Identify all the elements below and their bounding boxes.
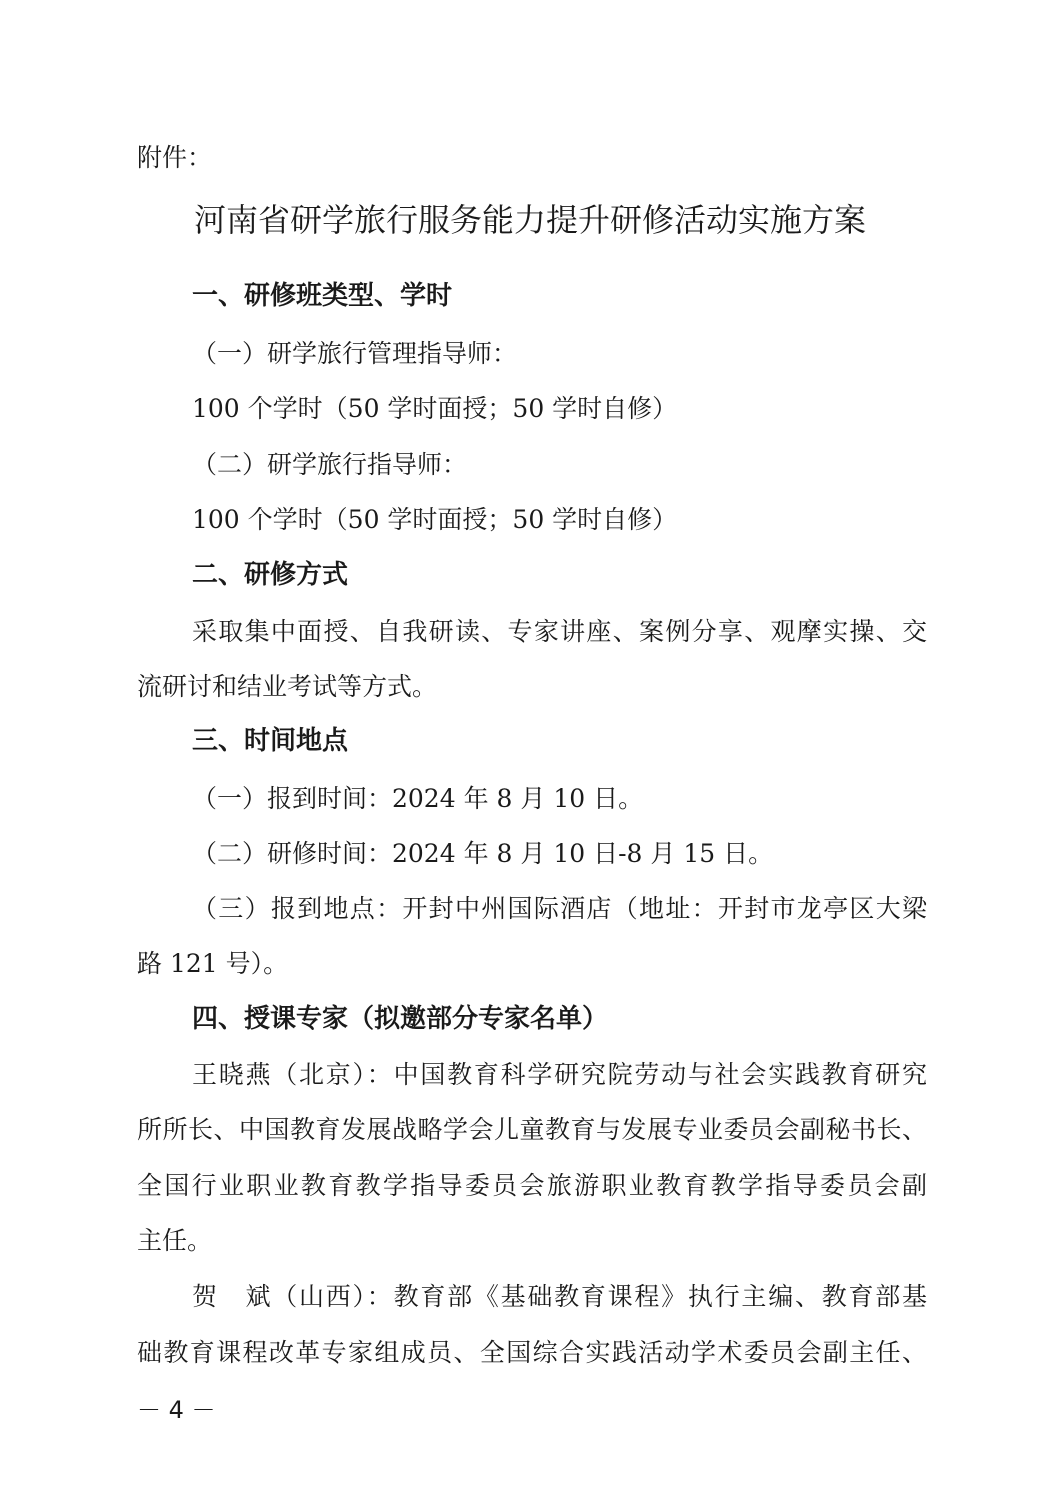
section-1-heading: 一、研修班类型、学时 <box>192 281 453 311</box>
expert-2-line-2: 础教育课程改革专家组成员、全国综合实践活动学术委员会副主任、 <box>137 1338 927 1367</box>
section-1-item-2-body: 100 个学时（50 学时面授；50 学时自修） <box>192 505 678 534</box>
section-2-heading: 二、研修方式 <box>192 560 349 590</box>
document-title: 河南省研学旅行服务能力提升研修活动实施方案 <box>193 201 866 239</box>
expert-1-line-4: 主任。 <box>137 1226 213 1255</box>
section-1-item-1-title: （一）研学旅行管理指导师： <box>192 339 518 368</box>
section-2-paragraph-line-1: 采取集中面授、自我研读、专家讲座、案例分享、观摩实操、交 <box>192 617 927 646</box>
section-3-item-2: （二）研修时间：2024 年 8 月 10 日-8 月 15 日。 <box>192 839 774 868</box>
expert-1-line-3: 全国行业职业教育教学指导委员会旅游职业教育教学指导委员会副 <box>137 1171 927 1200</box>
section-1-item-1-body: 100 个学时（50 学时面授；50 学时自修） <box>192 394 678 423</box>
section-2-paragraph-line-2: 流研讨和结业考试等方式。 <box>137 672 438 701</box>
expert-2-line-1: 贺 斌（山西）：教育部《基础教育课程》执行主编、教育部基 <box>192 1282 927 1311</box>
section-3-heading: 三、时间地点 <box>192 726 349 756</box>
section-3-item-3-line-2: 路 121 号）。 <box>137 949 289 978</box>
expert-1-line-2: 所所长、中国教育发展战略学会儿童教育与发展专业委员会副秘书长、 <box>137 1115 927 1144</box>
attachment-label: 附件： <box>137 143 213 172</box>
section-3-item-1: （一）报到时间：2024 年 8 月 10 日。 <box>192 784 644 813</box>
section-3-item-3-line-1: （三）报到地点：开封中州国际酒店（地址：开封市龙亭区大梁 <box>192 894 927 923</box>
expert-1-line-1: 王晓燕（北京）：中国教育科学研究院劳动与社会实践教育研究 <box>192 1060 927 1089</box>
section-1-item-2-title: （二）研学旅行指导师： <box>192 450 468 479</box>
section-4-heading: 四、授课专家（拟邀部分专家名单） <box>192 1004 609 1034</box>
page-number: － 4 － <box>137 1396 216 1424</box>
